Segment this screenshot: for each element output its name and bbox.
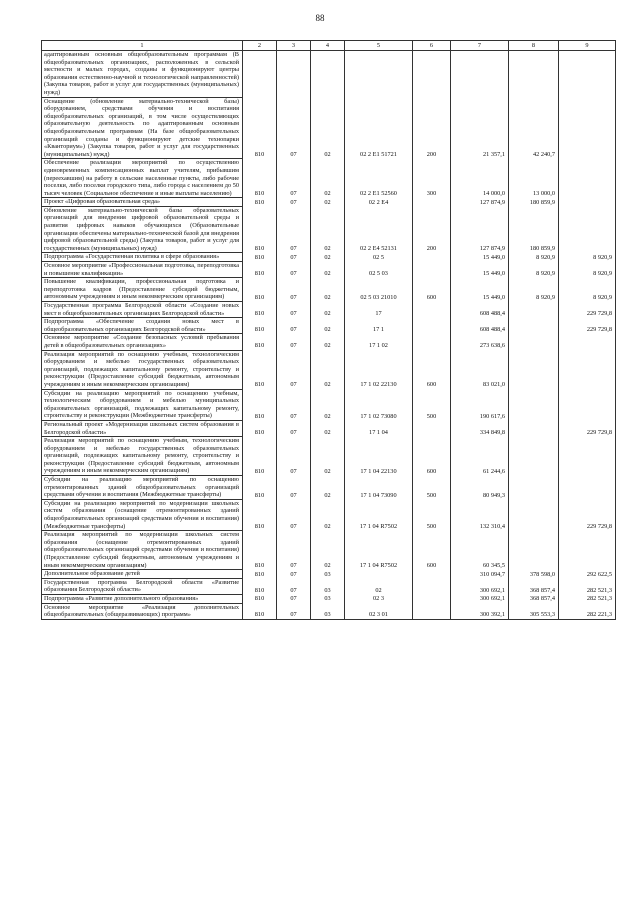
target-article-code: 17 1 02 22130 bbox=[345, 350, 413, 389]
amount-year-1: 61 244,6 bbox=[451, 437, 509, 476]
table-row bbox=[42, 159, 616, 198]
target-article-code: 17 1 04 R7502 bbox=[345, 531, 413, 570]
amount-year-2: 368 857,4 bbox=[509, 594, 559, 603]
row-description: Обеспечение реализации мероприятий по осуществлению единовременных компенсационных выплат учителям, прибывшим (переехавшим) на работу в сельские населенные пункты, либо рабочие поселки, либо поселки городского типа, либо города с населением до 50 тысяч человек (Социальное обеспечение и иные выплаты населению) bbox=[42, 159, 243, 198]
amount-year-1: 127 874,9 bbox=[451, 206, 509, 253]
ministry-code: 810 bbox=[243, 570, 277, 579]
row-description: Региональный проект «Модернизация школьных систем образования в Белгородской области» bbox=[42, 420, 243, 436]
amount-year-1: 300 692,1 bbox=[451, 594, 509, 603]
amount-year-2 bbox=[509, 302, 559, 318]
target-article-code: 17 bbox=[345, 302, 413, 318]
expense-type-code bbox=[413, 334, 451, 350]
ministry-code: 810 bbox=[243, 198, 277, 207]
row-description: Оснащение (обновление материально-технической базы) оборудованием, средствами обучения и воспитания общеобразовательных организаций, в том числе осуществляющих образовательную деятельность по адаптированным основным общеобразовательным программам (На базе общеобразовательных организаций созданы и функционируют детские технопарки «Кванториум») (Закупка товаров, работ и услуг для государственных (муниципальных) нужд) bbox=[42, 97, 243, 159]
row-description: Подпрограмма «Обеспечение создания новых мест в общеобразовательных организациях Белгородской области» bbox=[42, 318, 243, 334]
amount-year-1: 300 692,1 bbox=[451, 578, 509, 594]
table-row bbox=[42, 437, 616, 476]
subsection-code: 02 bbox=[311, 499, 345, 530]
ministry-code: 810 bbox=[243, 334, 277, 350]
subsection-code: 02 bbox=[311, 97, 345, 159]
ministry-code: 810 bbox=[243, 531, 277, 570]
col-header: 6 bbox=[413, 41, 451, 51]
expense-type-code bbox=[413, 603, 451, 619]
target-article-code: 17 1 04 73090 bbox=[345, 476, 413, 500]
amount-year-1: 60 345,5 bbox=[451, 531, 509, 570]
target-article-code: 17 1 04 22130 bbox=[345, 437, 413, 476]
expense-type-code: 200 bbox=[413, 97, 451, 159]
amount-year-2 bbox=[509, 389, 559, 420]
ministry-code: 810 bbox=[243, 206, 277, 253]
target-article-code: 02 2 E4 52131 bbox=[345, 206, 413, 253]
amount-year-2: 305 553,3 bbox=[509, 603, 559, 619]
amount-year-3 bbox=[559, 51, 616, 98]
amount-year-2: 8 920,9 bbox=[509, 278, 559, 302]
amount-year-2 bbox=[509, 476, 559, 500]
col-header: 7 bbox=[451, 41, 509, 51]
table-row bbox=[42, 350, 616, 389]
amount-year-2 bbox=[509, 420, 559, 436]
table-row bbox=[42, 334, 616, 350]
subsection-code: 03 bbox=[311, 603, 345, 619]
ministry-code: 810 bbox=[243, 578, 277, 594]
row-description: Обновление материально-технической базы образовательных организаций для внедрения цифровой образовательной среды и развития цифровых навыков обучающихся (Образовательные организации обеспечены материально-технической базой для внедрения цифровой образовательной среды) (Закупка товаров, работ и услуг для государственных (муниципальных) нужд) bbox=[42, 206, 243, 253]
row-description: Подпрограмма «Развитие дополнительного образования» bbox=[42, 594, 243, 603]
subsection-code: 02 bbox=[311, 437, 345, 476]
table-row bbox=[42, 389, 616, 420]
target-article-code: 02 3 01 bbox=[345, 603, 413, 619]
table-row bbox=[42, 603, 616, 619]
target-article-code: 02 2 E4 bbox=[345, 198, 413, 207]
amount-year-3 bbox=[559, 334, 616, 350]
section-code: 07 bbox=[277, 350, 311, 389]
table-row bbox=[42, 97, 616, 159]
amount-year-1: 14 000,0 bbox=[451, 159, 509, 198]
table-row bbox=[42, 302, 616, 318]
expense-type-code bbox=[413, 198, 451, 207]
amount-year-3 bbox=[559, 350, 616, 389]
target-article-code: 02 3 bbox=[345, 594, 413, 603]
amount-year-2 bbox=[509, 350, 559, 389]
amount-year-1: 83 021,0 bbox=[451, 350, 509, 389]
table-row bbox=[42, 318, 616, 334]
subsection-code: 02 bbox=[311, 278, 345, 302]
subsection-code: 03 bbox=[311, 570, 345, 579]
col-header: 8 bbox=[509, 41, 559, 51]
target-article-code: 02 bbox=[345, 578, 413, 594]
table-row bbox=[42, 531, 616, 570]
target-article-code: 02 5 03 21010 bbox=[345, 278, 413, 302]
amount-year-3 bbox=[559, 389, 616, 420]
expense-type-code bbox=[413, 302, 451, 318]
subsection-code: 02 bbox=[311, 531, 345, 570]
row-description: Основное мероприятие «Реализация дополнительных общеобразовательных (общеразвивающих) программ» bbox=[42, 603, 243, 619]
col-header: 9 bbox=[559, 41, 616, 51]
subsection-code bbox=[311, 51, 345, 98]
amount-year-2: 8 920,9 bbox=[509, 262, 559, 278]
amount-year-2 bbox=[509, 437, 559, 476]
amount-year-3 bbox=[559, 476, 616, 500]
expense-type-code bbox=[413, 570, 451, 579]
amount-year-2: 13 000,0 bbox=[509, 159, 559, 198]
amount-year-3: 229 729,8 bbox=[559, 302, 616, 318]
amount-year-1: 15 449,0 bbox=[451, 278, 509, 302]
amount-year-3: 8 920,9 bbox=[559, 262, 616, 278]
section-code: 07 bbox=[277, 389, 311, 420]
expense-type-code bbox=[413, 594, 451, 603]
target-article-code bbox=[345, 51, 413, 98]
amount-year-3: 229 729,8 bbox=[559, 499, 616, 530]
ministry-code: 810 bbox=[243, 476, 277, 500]
section-code bbox=[277, 51, 311, 98]
ministry-code: 810 bbox=[243, 350, 277, 389]
row-description: Основное мероприятие «Профессиональная подготовка, переподготовка и повышение квалификации» bbox=[42, 262, 243, 278]
row-description: Повышение квалификации, профессиональная подготовка и переподготовка кадров (Предоставление субсидий бюджетным, автономным учреждениям и иным некоммерческим организациям) bbox=[42, 278, 243, 302]
target-article-code: 17 1 04 bbox=[345, 420, 413, 436]
target-article-code: 02 2 E1 52560 bbox=[345, 159, 413, 198]
amount-year-3 bbox=[559, 198, 616, 207]
table-row bbox=[42, 262, 616, 278]
section-code: 07 bbox=[277, 476, 311, 500]
section-code: 07 bbox=[277, 159, 311, 198]
section-code: 07 bbox=[277, 198, 311, 207]
amount-year-3: 282 521,3 bbox=[559, 578, 616, 594]
ministry-code: 810 bbox=[243, 420, 277, 436]
section-code: 07 bbox=[277, 531, 311, 570]
ministry-code: 810 bbox=[243, 302, 277, 318]
ministry-code: 810 bbox=[243, 262, 277, 278]
section-code: 07 bbox=[277, 499, 311, 530]
row-description: Подпрограмма «Государственная политика в сфере образования» bbox=[42, 253, 243, 262]
expense-type-code bbox=[413, 253, 451, 262]
amount-year-2 bbox=[509, 531, 559, 570]
section-code: 07 bbox=[277, 206, 311, 253]
subsection-code: 02 bbox=[311, 262, 345, 278]
subsection-code: 02 bbox=[311, 318, 345, 334]
ministry-code: 810 bbox=[243, 603, 277, 619]
expense-type-code: 600 bbox=[413, 350, 451, 389]
subsection-code: 02 bbox=[311, 206, 345, 253]
table-row bbox=[42, 51, 616, 98]
expense-type-code bbox=[413, 262, 451, 278]
table-row bbox=[42, 253, 616, 262]
subsection-code: 03 bbox=[311, 578, 345, 594]
row-description: Государственная программа Белгородской области «Развитие образования Белгородской области» bbox=[42, 578, 243, 594]
section-code: 07 bbox=[277, 253, 311, 262]
amount-year-2: 42 240,7 bbox=[509, 97, 559, 159]
ministry-code: 810 bbox=[243, 594, 277, 603]
amount-year-3: 229 729,8 bbox=[559, 318, 616, 334]
amount-year-3 bbox=[559, 437, 616, 476]
amount-year-1: 80 949,3 bbox=[451, 476, 509, 500]
table-row bbox=[42, 570, 616, 579]
row-description: Реализация мероприятий по оснащению учебным, технологическим оборудованием и мебелью государственных образовательных организаций, подлежащих капитальному ремонту, строительству и реконструкции (Предоставление субсидий бюджетным, автономным учреждениям и иным некоммерческим организациям) bbox=[42, 350, 243, 389]
amount-year-2: 180 859,9 bbox=[509, 206, 559, 253]
amount-year-3: 8 920,9 bbox=[559, 253, 616, 262]
expense-type-code: 300 bbox=[413, 159, 451, 198]
row-description: Субсидии на реализацию мероприятий по оснащению отремонтированных зданий общеобразовательных организаций средствами обучения и воспитания (Межбюджетные трансферты) bbox=[42, 476, 243, 500]
section-code: 07 bbox=[277, 262, 311, 278]
expense-type-code bbox=[413, 578, 451, 594]
page-number: 88 bbox=[315, 13, 325, 23]
subsection-code: 03 bbox=[311, 594, 345, 603]
section-code: 07 bbox=[277, 594, 311, 603]
subsection-code: 02 bbox=[311, 420, 345, 436]
table-row bbox=[42, 278, 616, 302]
amount-year-1: 608 488,4 bbox=[451, 302, 509, 318]
ministry-code: 810 bbox=[243, 159, 277, 198]
amount-year-1: 15 449,0 bbox=[451, 253, 509, 262]
header-row bbox=[42, 41, 616, 51]
row-description: Проект «Цифровая образовательная среда» bbox=[42, 198, 243, 207]
amount-year-3: 282 521,3 bbox=[559, 594, 616, 603]
target-article-code: 17 1 02 73080 bbox=[345, 389, 413, 420]
amount-year-1: 300 392,1 bbox=[451, 603, 509, 619]
expense-type-code: 500 bbox=[413, 389, 451, 420]
target-article-code bbox=[345, 570, 413, 579]
amount-year-3: 8 920,9 bbox=[559, 278, 616, 302]
amount-year-1: 21 357,1 bbox=[451, 97, 509, 159]
target-article-code: 02 5 03 bbox=[345, 262, 413, 278]
row-description: адаптированным основным общеобразовательным программам (В общеобразовательных организациях, расположенных в сельской местности и малых городах, созданы и функционируют центры образования естественно-научной и технологической направленностей) (Закупка товаров, работ и услуг для государственных (муниципальных) нужд) bbox=[42, 51, 243, 98]
section-code: 07 bbox=[277, 437, 311, 476]
amount-year-2 bbox=[509, 334, 559, 350]
amount-year-3 bbox=[559, 97, 616, 159]
subsection-code: 02 bbox=[311, 198, 345, 207]
row-description: Реализация мероприятий по модернизации школьных систем образования (оснащение отремонтированных зданий общеобразовательных организаций средствами обучения и воспитания) (Предоставление субсидий бюджетным, автономным учреждениям и иным некоммерческим организациям) bbox=[42, 531, 243, 570]
ministry-code: 810 bbox=[243, 278, 277, 302]
expense-type-code: 600 bbox=[413, 278, 451, 302]
expense-type-code: 600 bbox=[413, 437, 451, 476]
section-code: 07 bbox=[277, 302, 311, 318]
amount-year-3 bbox=[559, 159, 616, 198]
section-code: 07 bbox=[277, 334, 311, 350]
section-code: 07 bbox=[277, 570, 311, 579]
subsection-code: 02 bbox=[311, 253, 345, 262]
amount-year-2: 368 857,4 bbox=[509, 578, 559, 594]
section-code: 07 bbox=[277, 278, 311, 302]
row-description: Реализация мероприятий по оснащению учебным, технологическим оборудованием и мебелью государственных образовательных организаций, подлежащих капитальному ремонту, строительству и реконструкции (Предоставление субсидий бюджетным, автономным учреждениям и иным некоммерческим организациям) bbox=[42, 437, 243, 476]
amount-year-1: 15 449,0 bbox=[451, 262, 509, 278]
target-article-code: 17 1 04 R7502 bbox=[345, 499, 413, 530]
amount-year-1: 310 094,7 bbox=[451, 570, 509, 579]
expense-type-code bbox=[413, 51, 451, 98]
amount-year-1: 190 617,6 bbox=[451, 389, 509, 420]
table-row bbox=[42, 578, 616, 594]
ministry-code: 810 bbox=[243, 499, 277, 530]
subsection-code: 02 bbox=[311, 476, 345, 500]
row-description: Основное мероприятие «Создание безопасных условий пребывания детей в общеобразовательных организациях» bbox=[42, 334, 243, 350]
amount-year-1: 127 874,9 bbox=[451, 198, 509, 207]
amount-year-1: 608 488,4 bbox=[451, 318, 509, 334]
row-description: Государственная программа Белгородской области «Создание новых мест в общеобразовательных организациях Белгородской области» bbox=[42, 302, 243, 318]
amount-year-3: 229 729,8 bbox=[559, 420, 616, 436]
target-article-code: 17 1 02 bbox=[345, 334, 413, 350]
table-row bbox=[42, 499, 616, 530]
section-code: 07 bbox=[277, 578, 311, 594]
col-header: 5 bbox=[345, 41, 413, 51]
section-code: 07 bbox=[277, 603, 311, 619]
section-code: 07 bbox=[277, 318, 311, 334]
table-row bbox=[42, 420, 616, 436]
target-article-code: 17 1 bbox=[345, 318, 413, 334]
section-code: 07 bbox=[277, 420, 311, 436]
table-row bbox=[42, 476, 616, 500]
expense-type-code: 500 bbox=[413, 476, 451, 500]
amount-year-1 bbox=[451, 51, 509, 98]
amount-year-3: 282 221,3 bbox=[559, 603, 616, 619]
expense-type-code: 500 bbox=[413, 499, 451, 530]
budget-table bbox=[41, 40, 616, 620]
target-article-code: 02 5 bbox=[345, 253, 413, 262]
amount-year-3: 292 622,5 bbox=[559, 570, 616, 579]
expense-type-code: 200 bbox=[413, 206, 451, 253]
expense-type-code bbox=[413, 420, 451, 436]
amount-year-1: 273 638,6 bbox=[451, 334, 509, 350]
table-row bbox=[42, 594, 616, 603]
amount-year-1: 334 849,8 bbox=[451, 420, 509, 436]
amount-year-1: 132 310,4 bbox=[451, 499, 509, 530]
ministry-code: 810 bbox=[243, 97, 277, 159]
col-header: 2 bbox=[243, 41, 277, 51]
amount-year-2 bbox=[509, 51, 559, 98]
ministry-code bbox=[243, 51, 277, 98]
row-description: Субсидии на реализацию мероприятий по модернизации школьных систем образования (оснащение отремонтированных зданий общеобразовательных организаций средствами обучения и воспитания) (Межбюджетные трансферты) bbox=[42, 499, 243, 530]
ministry-code: 810 bbox=[243, 389, 277, 420]
col-header: 4 bbox=[311, 41, 345, 51]
table-row bbox=[42, 198, 616, 207]
amount-year-2 bbox=[509, 499, 559, 530]
amount-year-3 bbox=[559, 206, 616, 253]
row-description: Субсидии на реализацию мероприятий по оснащению учебным, технологическим оборудованием и мебелью муниципальных образовательных организаций, подлежащих капитальному ремонту, строительству и реконструкции (Межбюджетные трансферты) bbox=[42, 389, 243, 420]
subsection-code: 02 bbox=[311, 389, 345, 420]
ministry-code: 810 bbox=[243, 253, 277, 262]
subsection-code: 02 bbox=[311, 334, 345, 350]
section-code: 07 bbox=[277, 97, 311, 159]
subsection-code: 02 bbox=[311, 302, 345, 318]
expense-type-code bbox=[413, 318, 451, 334]
expense-type-code: 600 bbox=[413, 531, 451, 570]
amount-year-2: 8 920,9 bbox=[509, 253, 559, 262]
amount-year-3 bbox=[559, 531, 616, 570]
subsection-code: 02 bbox=[311, 159, 345, 198]
ministry-code: 810 bbox=[243, 318, 277, 334]
amount-year-2: 378 598,0 bbox=[509, 570, 559, 579]
amount-year-2: 180 859,9 bbox=[509, 198, 559, 207]
col-header: 1 bbox=[42, 41, 243, 51]
col-header: 3 bbox=[277, 41, 311, 51]
target-article-code: 02 2 E1 51721 bbox=[345, 97, 413, 159]
row-description: Дополнительное образование детей bbox=[42, 570, 243, 579]
subsection-code: 02 bbox=[311, 350, 345, 389]
table-row bbox=[42, 206, 616, 253]
amount-year-2 bbox=[509, 318, 559, 334]
ministry-code: 810 bbox=[243, 437, 277, 476]
